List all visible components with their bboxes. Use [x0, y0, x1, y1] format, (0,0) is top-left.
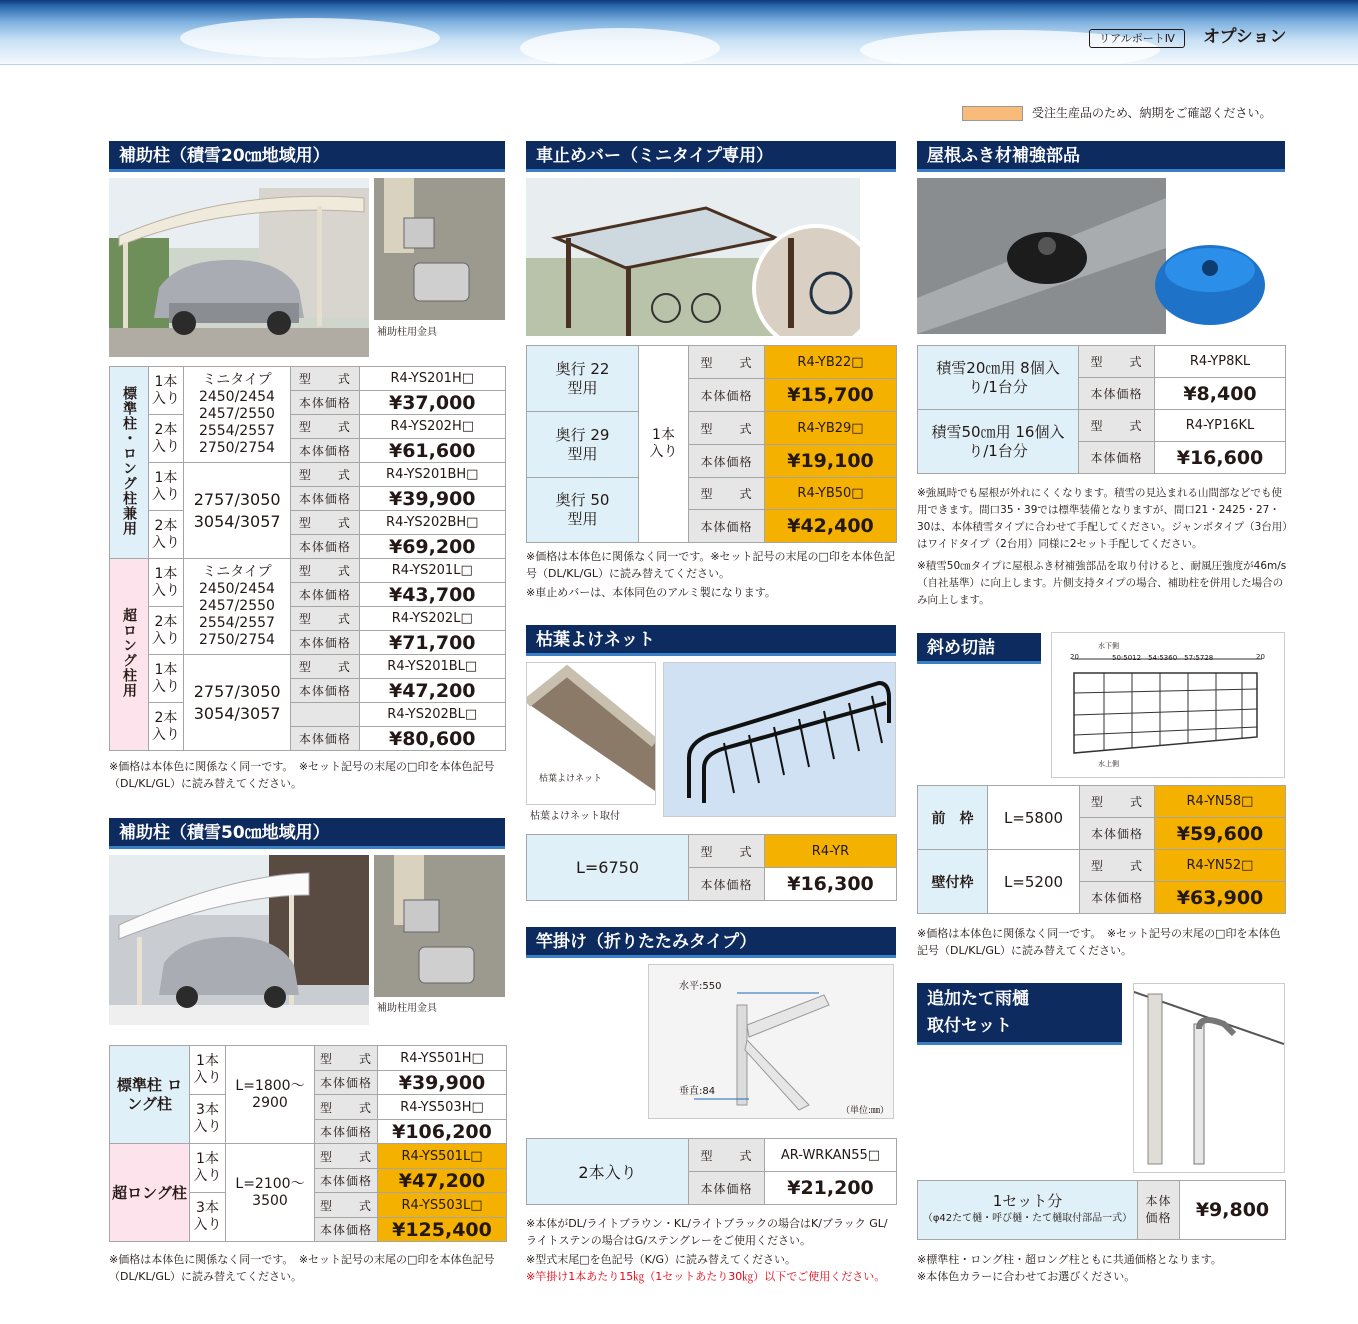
- top-divider: [0, 64, 1358, 65]
- model-label: 型 式: [689, 412, 765, 445]
- bracket-caption-50: 補助柱用金具: [377, 1003, 437, 1014]
- section-title-support-20: 補助柱（積雪20㎝地域用）: [109, 141, 505, 172]
- price-cell: ¥71,700: [359, 631, 506, 655]
- water-high-label: 水上側: [1098, 760, 1119, 768]
- dim-right: 20: [1256, 653, 1265, 661]
- price-cell: ¥47,200: [378, 1169, 507, 1193]
- price-cell: ¥69,200: [359, 535, 506, 559]
- support-50-note: ※価格は本体色に関係なく同一です。 ※セット記号の末尾の□印を本体色記号（DL/KL/GL）に読み替えてください。: [109, 1253, 495, 1283]
- model-label: 型 式: [291, 463, 359, 487]
- group-label-standard-long: 標準柱 ロング柱: [110, 1046, 190, 1144]
- price-cell: ¥63,900: [1155, 882, 1286, 914]
- model-cell: R4-YP16KL: [1155, 410, 1286, 442]
- price-cell: ¥61,600: [359, 439, 506, 463]
- model-cell: R4-YP8KL: [1155, 346, 1286, 378]
- price-cell: ¥15,700: [765, 379, 897, 412]
- price-cell: ¥106,200: [378, 1120, 507, 1144]
- model-label: 型 式: [689, 478, 765, 510]
- model-label: 型 式: [689, 346, 765, 379]
- qty-cell: 2本入り: [149, 511, 184, 559]
- length-cell: L=6750: [527, 835, 689, 901]
- leaf-net-caption: 枯葉よけネット取付: [530, 811, 620, 822]
- model-label: 型 式: [315, 1144, 378, 1169]
- model-cell: R4-YS501L□: [378, 1144, 507, 1169]
- depth-cell: 奥行 22型用: [527, 346, 639, 412]
- price-cell: ¥43,700: [359, 583, 506, 607]
- section-title-leaf-net: 枯葉よけネット: [526, 625, 896, 656]
- support-20-note: ※価格は本体色に関係なく同一です。 ※セット記号の末尾の□印を本体色記号（DL/KL/GL）に読み替えてください。: [109, 760, 495, 790]
- qty-cell: 1本入り: [149, 367, 184, 415]
- price-label: 本体 価格: [1138, 1181, 1180, 1240]
- section-title-diagonal-cut: 斜め切詰: [917, 633, 1041, 664]
- pole-hanger-note-2: ※型式末尾□を色記号（K/G）に読み替えてください。: [526, 1253, 797, 1266]
- length-cell: L=5800: [988, 786, 1080, 850]
- leaf-net-image: [663, 662, 896, 817]
- qty-cell: 2本入り: [149, 703, 184, 751]
- page-title: オプション: [1203, 27, 1287, 47]
- price-label: 本体価格: [291, 391, 359, 415]
- qty-cell: 1本入り: [190, 1144, 226, 1193]
- downspout-note-1: ※標準柱・ロング柱・超ロング柱ともに共通価格となります。: [917, 1253, 1222, 1266]
- length-cell: L=5200: [988, 850, 1080, 914]
- price-label: 本体価格: [689, 379, 765, 412]
- span-cell: 2757/3050 3054/3057: [183, 463, 290, 559]
- model-cell: R4-YS503H□: [378, 1095, 507, 1120]
- price-cell: ¥16,600: [1155, 442, 1286, 474]
- roof-note-2: ※積雪50㎝タイプに屋根ふき材補強部品を取り付けると、耐風圧強度が46m/s（自社基準）に向上します。片側支持タイプの場合、補助柱を併用した場合のみ向上します。: [917, 560, 1287, 606]
- span-cell: ミニタイプ 2450/2454 2457/2550 2554/2557 2750/2754: [183, 367, 290, 463]
- dim-left: 20: [1070, 653, 1079, 661]
- qty-cell: 1本入り: [639, 346, 689, 543]
- model-cell: R4-YB50□: [765, 478, 897, 510]
- model-label: 型 式: [315, 1095, 378, 1120]
- price-label: 本体価格: [689, 868, 765, 901]
- price-label: 本体価格: [315, 1120, 378, 1144]
- roof-note-1: ※強風時でも屋根が外れにくくなります。積雪の見込まれる山間部などでも使用できます。間口35・39では標準装備となりますが、間口21・2425・27・30は、本体積雪タイプに合わせて手配してください。ジャンボタイプ（3台用）はワイドタイプ（2台用）同様に2セット手配してください。: [917, 487, 1288, 550]
- price-label: 本体価格: [291, 727, 359, 751]
- model-label: 型 式: [689, 1139, 765, 1172]
- model-cell: R4-YS202L□: [359, 607, 506, 631]
- price-label: 本体価格: [689, 1172, 765, 1205]
- model-label: 型 式: [689, 835, 765, 868]
- downspout-table: [917, 1180, 1286, 1240]
- diagonal-cut-diagram: [1051, 632, 1285, 778]
- downspout-title-line-1: 追加たて雨樋: [927, 989, 1029, 1009]
- car-stop-note-1: ※価格は本体色に関係なく同一です。※セット記号の末尾の□印を本体色記号（DL/KL/GL）に読み替えてください。: [526, 550, 895, 580]
- model-cell: R4-YN52□: [1155, 850, 1286, 882]
- price-label: 本体価格: [689, 445, 765, 478]
- series-badge: リアルポートⅣ: [1089, 29, 1185, 48]
- model-label: 型 式: [291, 415, 359, 439]
- price-label: 本体価格: [291, 583, 359, 607]
- part-cell: 前 枠: [918, 786, 988, 850]
- roof-part-cap: [1150, 240, 1270, 330]
- support-50-table: [109, 1045, 507, 1242]
- desc-cell: 積雪20㎝用 8個入り/1台分: [918, 346, 1079, 410]
- span-cell: 2757/3050 3054/3057: [183, 655, 290, 751]
- model-label-empty: [291, 703, 359, 727]
- pole-hanger-note-3: ※竿掛け1本あたり15㎏（1セットあたり30㎏）以下でご使用ください。: [526, 1270, 886, 1283]
- model-cell: R4-YR: [765, 835, 897, 868]
- carport-photo: [109, 178, 369, 357]
- price-label: 本体価格: [291, 439, 359, 463]
- model-label: 型 式: [291, 655, 359, 679]
- model-label: 型 式: [1080, 850, 1155, 882]
- pole-hanger-note-1: ※本体がDL/ライトブラウン・KL/ライトブラックの場合はK/ブラック GL/ライトステンの場合はG/ステングレーをご使用ください。: [526, 1217, 888, 1247]
- bracket-photo-50: [374, 855, 505, 997]
- price-cell: ¥39,900: [359, 487, 506, 511]
- leaf-net-table: [526, 834, 897, 901]
- car-stop-photo: [526, 178, 860, 336]
- depth-cell: 奥行 50型用: [527, 478, 639, 543]
- car-stop-table: [526, 345, 897, 543]
- model-cell: R4-YN58□: [1155, 786, 1286, 818]
- price-label: 本体価格: [1079, 378, 1155, 410]
- price-label: 本体価格: [1080, 882, 1155, 914]
- price-label: 本体価格: [1079, 442, 1155, 474]
- model-label: 型 式: [291, 367, 359, 391]
- pole-hanger-table: [526, 1138, 897, 1205]
- roof-part-photo: [917, 178, 1166, 334]
- price-label: 本体価格: [291, 535, 359, 559]
- price-cell: ¥8,400: [1155, 378, 1286, 410]
- depth-cell: 奥行 29型用: [527, 412, 639, 478]
- price-cell: ¥19,100: [765, 445, 897, 478]
- price-label: 本体価格: [315, 1218, 378, 1242]
- qty-cell: 2本入り: [149, 415, 184, 463]
- support-20-table: [109, 366, 506, 751]
- legend-swatch: [962, 106, 1023, 121]
- legend-text: 受注生産品のため、納期をご確認ください。: [1032, 106, 1272, 120]
- qty-cell: 2本入り: [527, 1139, 689, 1205]
- set-cell: [918, 1181, 1138, 1240]
- leaf-net-label: 枯葉よけネット: [539, 774, 603, 784]
- downspout-title-line-2: 取付セット: [927, 1016, 1012, 1036]
- model-cell: R4-YS201BL□: [359, 655, 506, 679]
- set-sub-label: （φ42たて樋・呼び樋・たて樋取付部品一式）: [922, 1213, 1133, 1224]
- car-stop-note-2: ※車止めバーは、本体同色のアルミ製になります。: [526, 586, 776, 599]
- price-cell: ¥9,800: [1180, 1181, 1286, 1240]
- diagonal-cut-note: ※価格は本体色に関係なく同一です。 ※セット記号の末尾の□印を本体色記号（DL/KL/GL）に読み替えてください。: [917, 927, 1281, 957]
- model-label: 型 式: [1079, 346, 1155, 378]
- model-cell: R4-YB29□: [765, 412, 897, 445]
- section-title-downspout: [917, 983, 1122, 1045]
- span-dims: 50:5012 54:5360 57:5728: [1112, 654, 1214, 662]
- dim-vertical: 垂直:84: [679, 1086, 716, 1097]
- qty-cell: 3本入り: [190, 1193, 226, 1242]
- downspout-diagram: [1133, 983, 1285, 1173]
- qty-cell: 1本入り: [190, 1046, 226, 1095]
- qty-cell: 3本入り: [190, 1095, 226, 1144]
- model-cell: R4-YS202BL□: [359, 703, 506, 727]
- bracket-caption: 補助柱用金具: [377, 327, 437, 338]
- group-label-superlong: 超ロング柱: [110, 1144, 190, 1242]
- price-label: 本体価格: [1080, 818, 1155, 850]
- model-cell: R4-YS202H□: [359, 415, 506, 439]
- set-label: 1セット分: [992, 1192, 1063, 1210]
- model-cell: R4-YS503L□: [378, 1193, 507, 1218]
- group-label-superlong: 超ロング柱用: [110, 559, 149, 751]
- price-cell: ¥47,200: [359, 679, 506, 703]
- dim-horizontal: 水平:550: [679, 981, 722, 992]
- section-title-car-stop: 車止めバー（ミニタイプ専用）: [526, 141, 896, 172]
- model-label: 型 式: [315, 1046, 378, 1071]
- model-cell: R4-YB22□: [765, 346, 897, 379]
- price-cell: ¥42,400: [765, 510, 897, 543]
- section-title-pole-hanger: 竿掛け（折りたたみタイプ）: [526, 927, 896, 958]
- price-cell: ¥37,000: [359, 391, 506, 415]
- model-label: 型 式: [1080, 786, 1155, 818]
- model-cell: R4-YS501H□: [378, 1046, 507, 1071]
- span-cell: ミニタイプ 2450/2454 2457/2550 2554/2557 2750/2754: [183, 559, 290, 655]
- model-cell: R4-YS201L□: [359, 559, 506, 583]
- model-cell: R4-YS201BH□: [359, 463, 506, 487]
- roof-reinforce-table: [917, 345, 1286, 474]
- desc-cell: 積雪50㎝用 16個入り/1台分: [918, 410, 1079, 474]
- model-label: 型 式: [291, 559, 359, 583]
- price-cell: ¥125,400: [378, 1218, 507, 1242]
- water-low-label: 水下側: [1098, 642, 1119, 650]
- qty-cell: 1本入り: [149, 559, 184, 607]
- price-cell: ¥21,200: [765, 1172, 897, 1205]
- bracket-photo: [374, 178, 505, 320]
- model-label: 型 式: [291, 511, 359, 535]
- length-cell: L=1800～ 2900: [226, 1046, 315, 1144]
- qty-cell: 2本入り: [149, 607, 184, 655]
- price-label: 本体価格: [291, 679, 359, 703]
- qty-cell: 1本入り: [149, 655, 184, 703]
- part-cell: 壁付枠: [918, 850, 988, 914]
- section-title-support-50: 補助柱（積雪50㎝地域用）: [109, 818, 505, 849]
- qty-cell: 1本入り: [149, 463, 184, 511]
- price-label: 本体価格: [689, 510, 765, 543]
- model-cell: R4-YS202BH□: [359, 511, 506, 535]
- section-title-roof-reinforce: 屋根ふき材補強部品: [917, 141, 1285, 172]
- carport-snow-photo: [109, 855, 369, 1025]
- price-cell: ¥16,300: [765, 868, 897, 901]
- price-cell: ¥59,600: [1155, 818, 1286, 850]
- model-label: 型 式: [315, 1193, 378, 1218]
- model-cell: R4-YS201H□: [359, 367, 506, 391]
- price-cell: ¥80,600: [359, 727, 506, 751]
- price-label: 本体価格: [315, 1169, 378, 1193]
- price-cell: ¥39,900: [378, 1071, 507, 1095]
- model-cell: AR-WRKAN55□: [765, 1139, 897, 1172]
- price-label: 本体価格: [291, 487, 359, 511]
- downspout-note-2: ※本体色カラーに合わせてお選びください。: [917, 1270, 1136, 1283]
- diagonal-cut-table: [917, 785, 1286, 914]
- group-label-standard: 標準柱・ロング柱兼用: [110, 367, 149, 559]
- length-cell: L=2100～ 3500: [226, 1144, 315, 1242]
- price-label: 本体価格: [315, 1071, 378, 1095]
- price-label: 本体価格: [291, 631, 359, 655]
- pole-hanger-diagram: [648, 964, 894, 1119]
- unit-label: （単位:㎜）: [841, 1106, 890, 1116]
- leaf-net-install-image: [526, 662, 656, 805]
- model-label: 型 式: [1079, 410, 1155, 442]
- model-label: 型 式: [291, 607, 359, 631]
